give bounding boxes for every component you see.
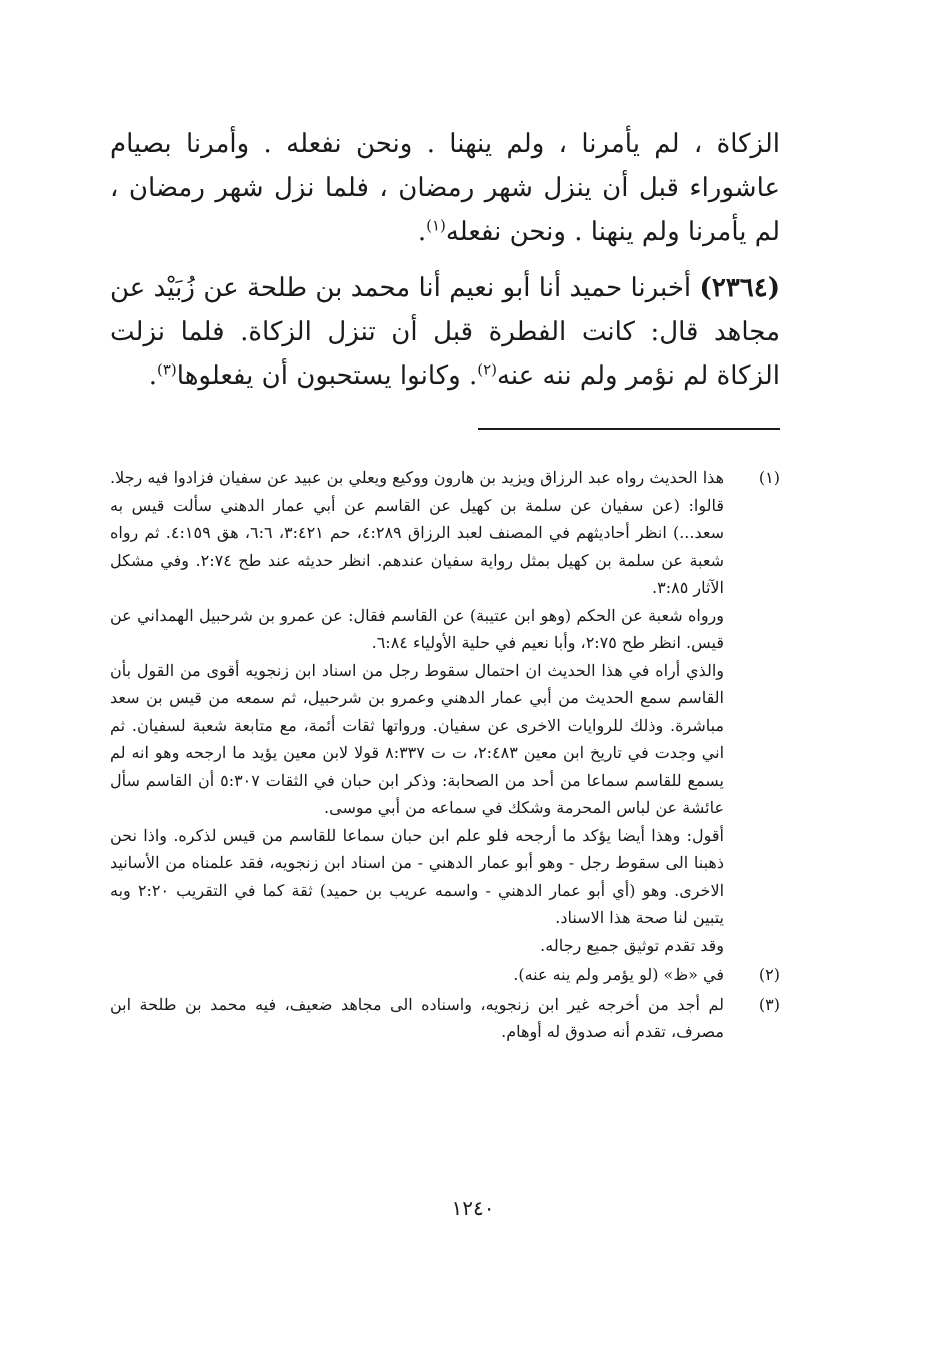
footnote-marker: (١): [426, 216, 446, 235]
footnote-marker: (٣): [157, 360, 177, 379]
hadith-text: . وكانوا يستحبون أن يفعلوها: [176, 361, 478, 391]
hadith-text-end: .: [148, 361, 157, 391]
text-line-end: .: [417, 217, 427, 247]
footnote-1: [110, 464, 780, 959]
footnote-number: (٣): [758, 994, 780, 1014]
hadith-number: (٢٣٦٤): [699, 273, 781, 303]
hadith-entry: [110, 266, 780, 398]
footnote-number: (١): [758, 468, 780, 487]
footnote-body: [110, 464, 724, 959]
text-line: الزكاة ، لم يأمرنا ، ولم ينهنا . ونحن نفعله . وأمرنا بصيام عاشوراء قبل: [110, 129, 781, 203]
footnote-number: (٢): [758, 965, 780, 984]
footnote-paragraph: هذا الحديث رواه عبد الرزاق ويزيد بن هارون ووكيع ويعلي بن عبيد عن سفيان فزادوا فيه رجلا. قالوا: (عن سفيان عن سلمة بن كهيل عن القاسم عن أبي عمار الدهني سألت قيس به سعد...) انظر أحاديثهم في المصنف لعبد الرزاق ٤:٢٨٩، حم ٣:٤٢١، ٦:٦، هق ٤:١٥٩. ثم رواه شعبة عن سلمة بن كهيل بمثل رواية سفيان عندهم. انظر حديثه عند طح ٢:٧٤. وفي مشكل الآثار ٣:٨٥.: [110, 468, 725, 597]
page-number: ١٢٤٠: [451, 1196, 495, 1220]
paragraph-continuation: [110, 122, 780, 254]
footnote-marker: (٢): [477, 360, 497, 379]
footnote-3: [110, 991, 780, 1046]
footnote-body: [110, 961, 724, 989]
text-line: أن ينزل شهر رمضان ، فلما نزل شهر رمضان ، لم يأمرنا ولم ينهنا . ونحن: [110, 173, 780, 247]
footnote-paragraph: لم أجد من أخرجه غير ابن زنجويه، واسناده الى مجاهد ضعيف، فيه محمد بن طلحة ابن مصرف، تقدم أنه صدوق له أوهام.: [110, 994, 724, 1041]
footnotes: [110, 464, 780, 1046]
footnote-separator: [478, 428, 780, 430]
hadith-text: أخبرنا حميد أنا أبو نعيم أنا محمد بن طلحة عن زُبَيْد عن مجاهد قال: كانت الفطرة قبل أن تنزل الزكاة. فلما نزلت الزكاة لم نؤمر ولم ننه عنه: [110, 273, 780, 391]
footnote-2: [110, 961, 780, 989]
footnote-paragraph: والذي أراه في هذا الحديث ان احتمال سقوط رجل من اسناد ابن زنجويه أقوى من القول بأن القاسم سمع الحديث من أبي عمار الدهني وعمرو بن شرحبيل، ثم سمعه من قيس بن سعد مباشرة. وذلك للروايات الاخرى عن سفيان. ورواتها ثقات أئمة، مع متابعة شعبة لسفيان. ثم اني وجدت في تاريخ ابن معين ٢:٤٨٣، ت ت ٨:٣٣٧ قولا لابن معين يؤيد ما ارجحه وهو انه لم يسمع للقاسم سماعا من أحد من الصحابة: وذكر ابن حبان في الثقات ٥:٣٠٧ أن القاسم سأل عائشة عن لباس المحرمة وشكك في سماعه من أبي موسى.: [110, 660, 725, 817]
footnote-paragraph: ورواه شعبة عن الحكم (وهو ابن عتيبة) عن القاسم فقال: عن عمرو بن شرحبيل الهمداني عن قيس. انظر طح ٢:٧٥، وأبا نعيم في حلية الأولياء ٦:٨٤.: [110, 605, 724, 652]
text-line: نفعله: [445, 217, 502, 247]
footnote-paragraph: وقد تقدم توثيق جميع رجاله.: [540, 935, 724, 955]
footnote-paragraph: أقول: وهذا أيضا يؤكد ما أرجحه فلو علم ابن حبان سماعا للقاسم من قيس لذكره. واذا نحن ذهبنا الى سقوط رجل - وهو أبو عمار الدهني - من اسناد ابن زنجويه، فقد علمناه من الأسانيد الاخرى. وهو (أي أبو عمار الدهني - واسمه عريب بن حميد) ثقة كما في التقريب ٢:٢٠ وبه يتبين لنا صحة هذا الاسناد.: [110, 825, 725, 927]
footnote-paragraph: في «ظ» (لو يؤمر ولم ينه عنه).: [513, 965, 724, 984]
main-text: [110, 122, 780, 398]
footnote-body: [110, 991, 724, 1046]
